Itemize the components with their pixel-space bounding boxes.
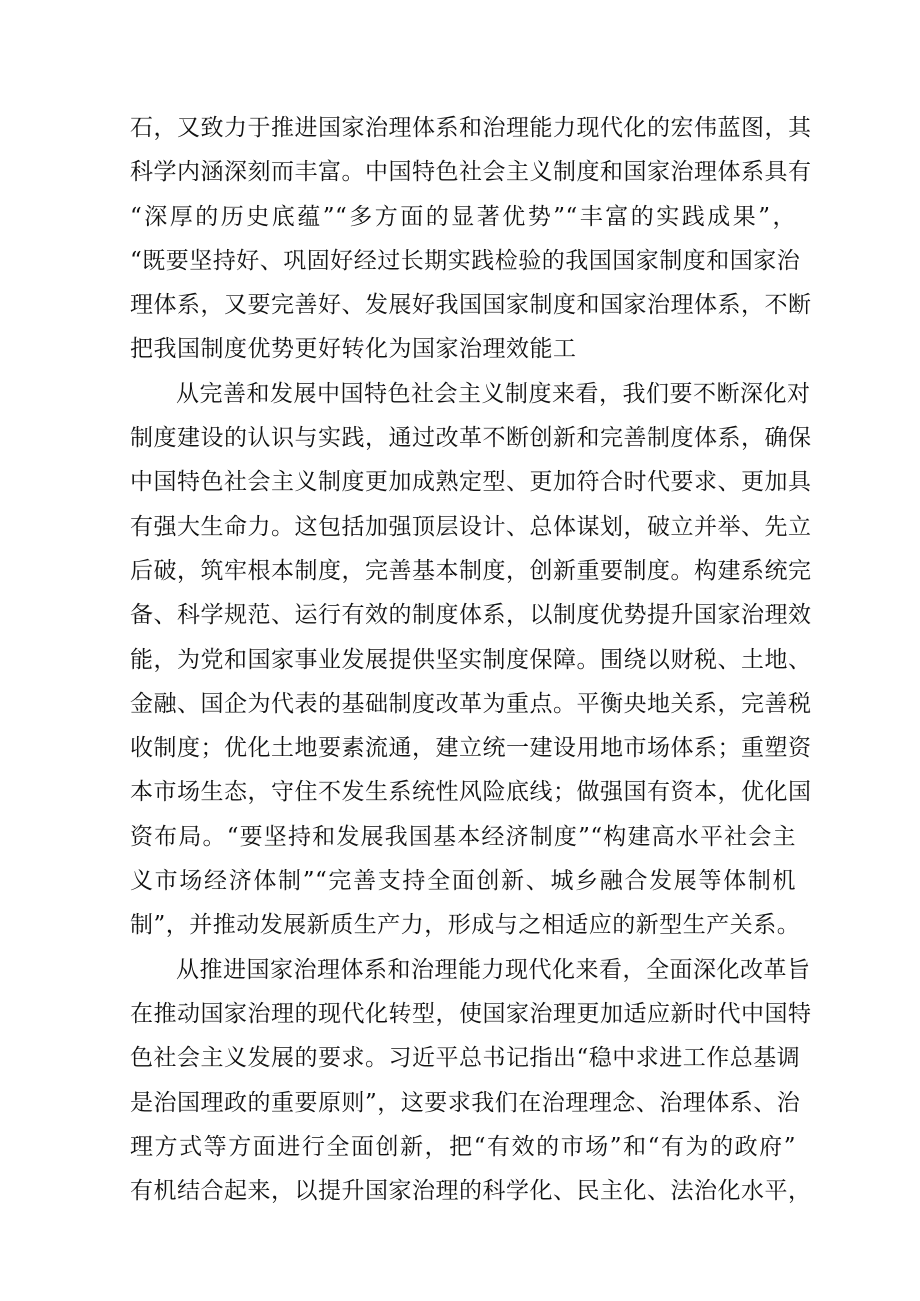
paragraph-2-line-8: 金融、国企为代表的基础制度改革为重点。平衡央地关系，完善税 [130, 690, 812, 717]
paragraph-3-line-2: 在推动国家治理的现代化转型，使国家治理更加适应新时代中国特 [130, 1000, 812, 1027]
paragraph-3-line-1: 从推进国家治理体系和治理能力现代化来看，全面深化改革旨 [176, 956, 811, 983]
paragraph-1-line-6: 把我国制度优势更好转化为国家治理效能工 [130, 336, 577, 363]
paragraph-1-line-2: 科学内涵深刻而丰富。中国特色社会主义制度和国家治理体系具有 [130, 159, 812, 186]
paragraph-2-line-5: 后破，筑牢根本制度，完善基本制度，创新重要制度。构建系统完 [130, 557, 812, 584]
paragraph-1-line-1: 石，又致力于推进国家治理体系和治理能力现代化的宏伟蓝图，其 [130, 115, 812, 141]
paragraph-3-line-3: 色社会主义发展的要求。习近平总书记指出“稳中求进工作总基调 [130, 1045, 801, 1072]
paragraph-3-line-4: 是治国理政的重要原则”，这要求我们在治理理念、治理体系、治 [130, 1089, 801, 1116]
paragraph-2-line-10: 本市场生态，守住不发生系统性风险底线；做强国有资本，优化国 [130, 779, 812, 806]
paragraph-1-line-4: “既要坚持好、巩固好经过长期实践检验的我国国家制度和国家治 [130, 247, 801, 274]
paragraph-2-line-7: 能，为党和国家事业发展提供坚实制度保障。围绕以财税、土地、 [130, 646, 812, 673]
paragraph-2-line-12: 义市场经济体制”“完善支持全面创新、城乡融合发展等体制机 [130, 868, 796, 895]
paragraph-3-line-6: 有机结合起来，以提升国家治理的科学化、民主化、法治化水平， [130, 1178, 812, 1205]
paragraph-2-line-6: 备、科学规范、运行有效的制度体系，以制度优势提升国家治理效 [130, 602, 812, 629]
paragraph-2-line-1: 从完善和发展中国特色社会主义制度来看，我们要不断深化对 [176, 380, 811, 407]
paragraph-2-line-4: 有强大生命力。这包括加强顶层设计、总体谋划，破立并举、先立 [130, 513, 812, 540]
paragraph-2-line-11: 资布局。“要坚持和发展我国基本经济制度”“构建高水平社会主 [130, 823, 796, 850]
paragraph-2-line-9: 收制度；优化土地要素流通，建立统一建设用地市场体系；重塑资 [130, 735, 812, 762]
paragraph-2-line-2: 制度建设的认识与实践，通过改革不断创新和完善制度体系，确保 [130, 425, 812, 452]
paragraph-2-line-3: 中国特色社会主义制度更加成熟定型、更加符合时代要求、更加具 [130, 469, 812, 496]
paragraph-1-line-5: 理体系，又要完善好、发展好我国国家制度和国家治理体系，不断 [130, 292, 812, 319]
document-body [130, 106, 812, 1213]
paragraph-3-line-5: 理方式等方面进行全面创新，把“有效的市场”和“有为的政府” [130, 1133, 796, 1160]
paragraph-1-line-3: “深厚的历史底蕴”“多方面的显著优势”“丰富的实践成果”， [130, 203, 796, 230]
paragraph-2-line-13: 制”，并推动发展新质生产力，形成与之相适应的新型生产关系。 [130, 912, 801, 939]
